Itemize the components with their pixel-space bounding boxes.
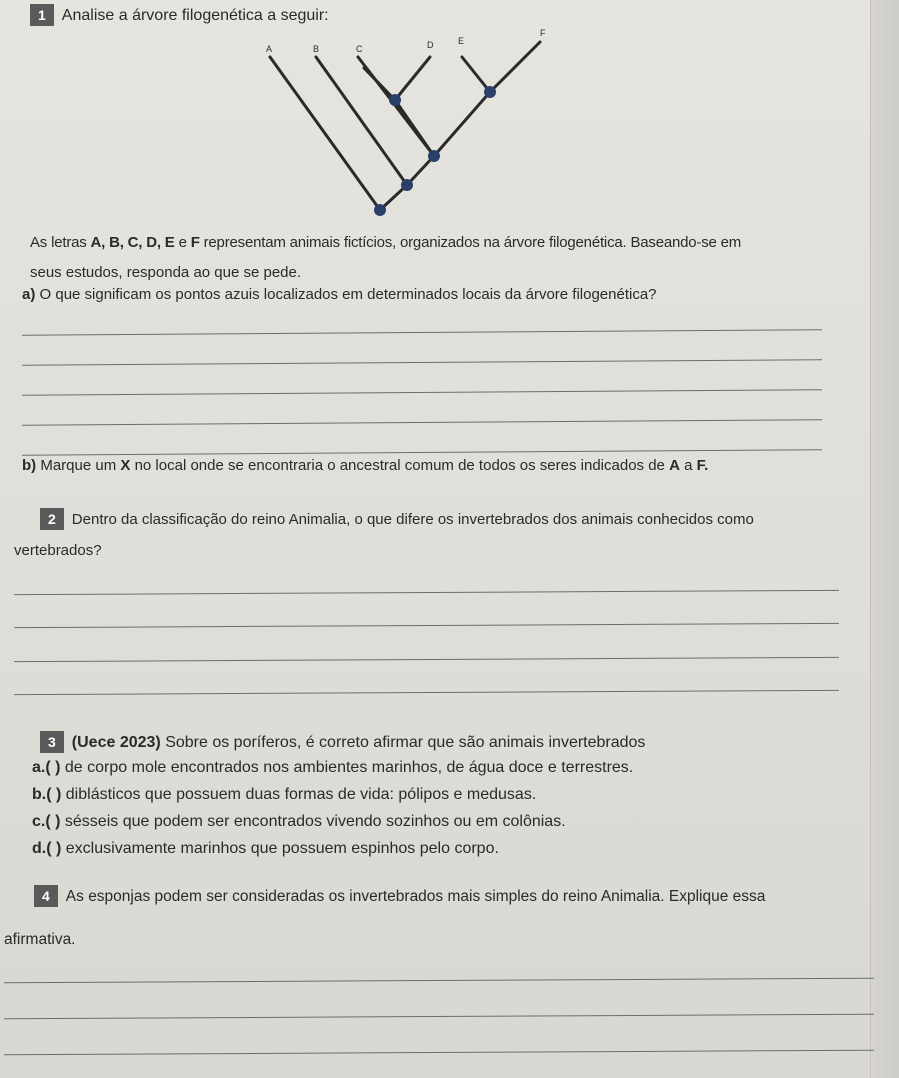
branch-c-to-cd xyxy=(364,68,395,100)
q3-option-d[interactable]: d.( ) exclusivamente marinhos que possuem espinhos pelo corpo. xyxy=(32,840,499,857)
q3-question: 3 (Uece 2023) Sobre os poríferos, é correto afirmar que são animais invertebrados xyxy=(40,731,645,753)
q3-option-b[interactable]: b.( ) diblásticos que possuem duas formas de vida: pólipos e medusas. xyxy=(32,786,537,803)
q4-question-line2: afirmativa. xyxy=(4,931,76,948)
q3-number-badge: 3 xyxy=(40,731,64,753)
q1b-question: b) Marque um X no local onde se encontraria o ancestral comum de todos os seres indicados de A a F. xyxy=(22,457,709,474)
q2-number-badge: 2 xyxy=(40,508,64,530)
node-dot-4 xyxy=(401,179,413,191)
node-dot-3 xyxy=(428,150,440,162)
tree-label-c: C xyxy=(356,44,363,54)
branch-cd-node xyxy=(395,100,434,156)
q3-checkbox-c[interactable]: ( ) xyxy=(45,813,61,830)
q2-question-line2: vertebrados? xyxy=(14,542,102,559)
node-dot-1 xyxy=(389,94,401,106)
tree-label-b: B xyxy=(313,44,320,54)
q1a-question: a) O que significam os pontos azuis localizados em determinados locais da árvore filogenética? xyxy=(22,286,657,303)
branch-f xyxy=(490,42,540,92)
q3-option-c[interactable]: c.( ) sésseis que podem ser encontrados vivendo sozinhos ou em colônias. xyxy=(32,813,566,830)
tree-label-e: E xyxy=(458,36,465,46)
q3-option-a[interactable]: a.( ) de corpo mole encontrados nos ambientes marinhos, de água doce e terrestres. xyxy=(32,759,634,776)
branch-b xyxy=(316,57,407,185)
q4-number-badge: 4 xyxy=(34,885,58,907)
q4-question-line1: 4 As esponjas podem ser consideradas os invertebrados mais simples do reino Animalia. Explique essa xyxy=(34,885,765,907)
q3-checkbox-a[interactable]: ( ) xyxy=(45,759,61,776)
branch-e xyxy=(462,57,490,92)
q3-checkbox-d[interactable]: ( ) xyxy=(46,840,62,857)
tree-label-f: F xyxy=(540,28,546,38)
branch-d xyxy=(395,57,430,100)
node-dot-2 xyxy=(484,86,496,98)
q3-checkbox-b[interactable]: ( ) xyxy=(46,786,62,803)
q1-context-line1: As letras A, B, C, D, E e F representam animais fictícios, organizados na árvore filogenética. Baseando-se em xyxy=(30,234,742,251)
branch-a xyxy=(270,57,380,210)
node-dot-5 xyxy=(374,204,386,216)
q1-number-badge: 1 xyxy=(30,4,54,26)
q1-prompt: Analise a árvore filogenética a seguir: xyxy=(61,7,329,24)
q1-context-line2: seus estudos, responda ao que se pede. xyxy=(30,264,302,281)
q2-question-line1: 2 Dentro da classificação do reino Animalia, o que difere os invertebrados dos animais conhecidos como xyxy=(40,508,754,530)
tree-label-d: D xyxy=(427,40,434,50)
tree-label-a: A xyxy=(266,44,273,54)
branch-ef-node xyxy=(434,92,490,156)
